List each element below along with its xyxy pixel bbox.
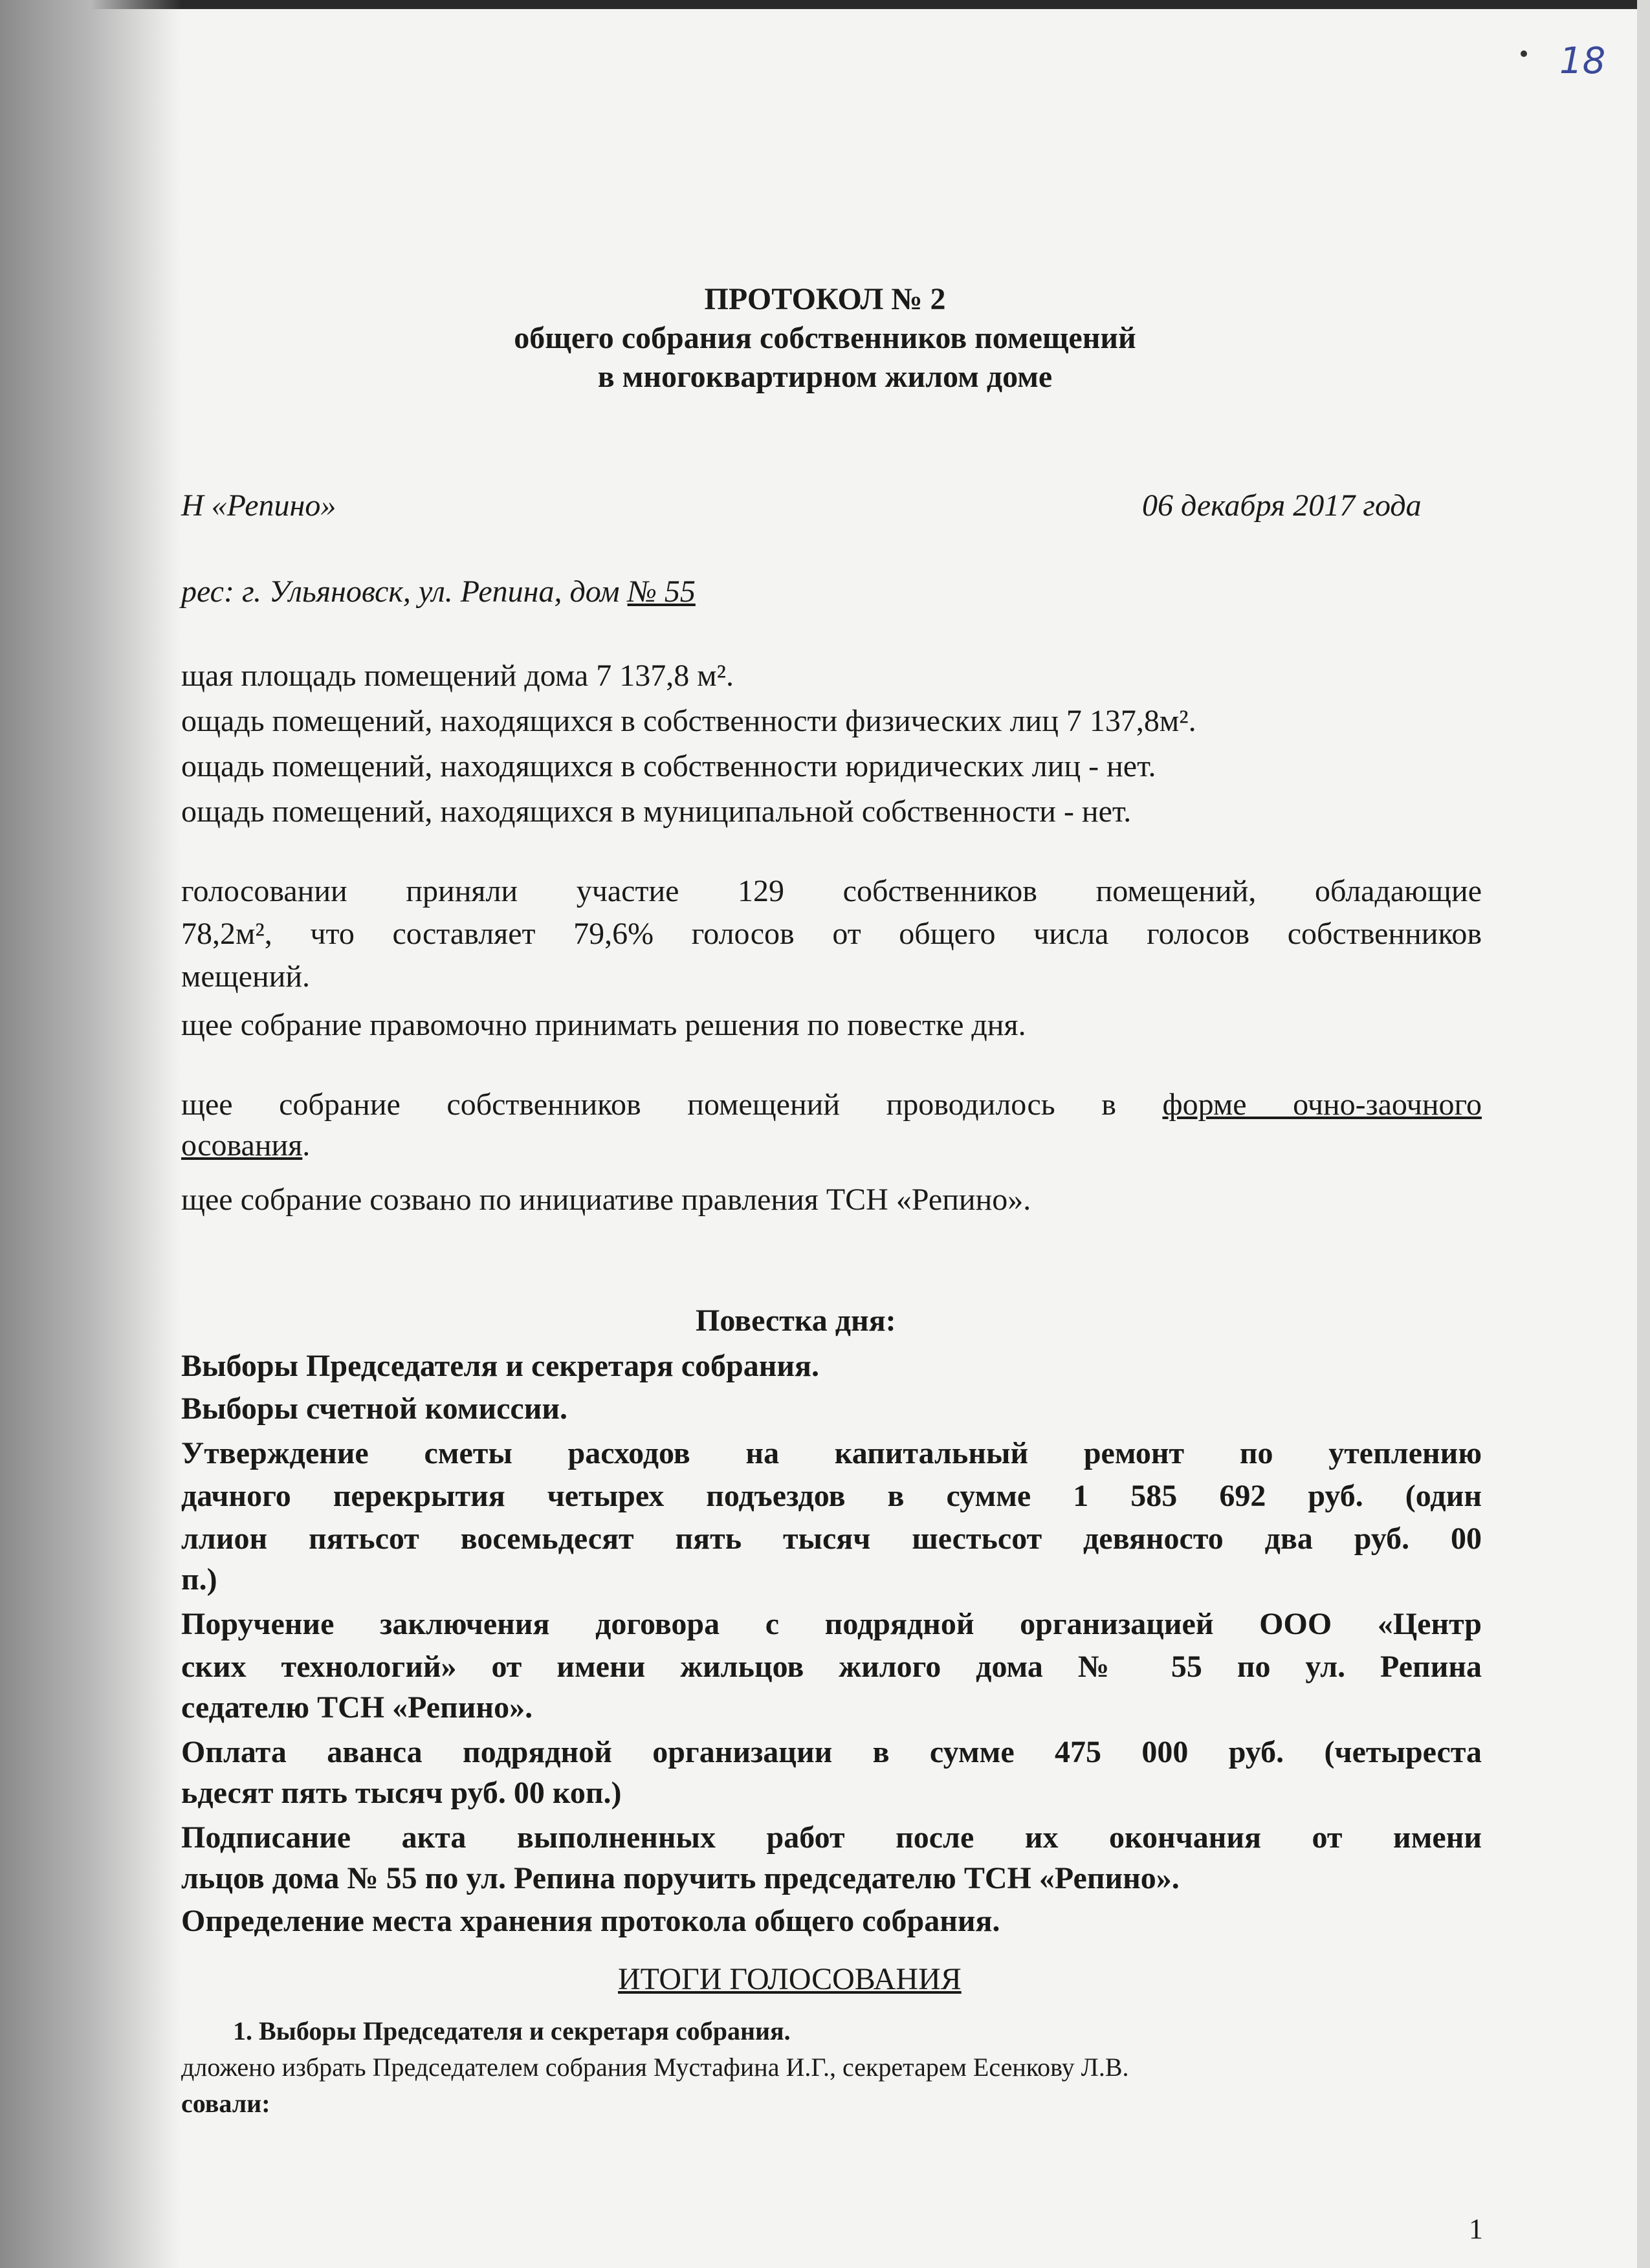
agenda-item: Поручение заключения договора с подрядной организацией ООО «Центр [181, 1607, 1482, 1641]
results-voted: совали: [181, 2089, 270, 2118]
scan-top-edge [0, 0, 1650, 9]
agenda-item: Выборы Председателя и секретаря собрания. [181, 1349, 820, 1383]
area-legal-entities: ощадь помещений, находящихся в собственности юридических лиц - нет. [181, 749, 1156, 783]
agenda-item: Подписание акта выполненных работ после их окончания от имени [181, 1820, 1482, 1855]
agenda-item: ьдесят пять тысяч руб. 00 коп.) [181, 1776, 622, 1810]
agenda-item: п.) [181, 1562, 217, 1597]
area-total: щая площадь помещений дома 7 137,8 м². [181, 659, 734, 693]
area-individuals: ощадь помещений, находящихся в собственности физических лиц 7 137,8м². [181, 704, 1196, 738]
voting-line-2: 78,2м², что составляет 79,6% голосов от общего числа голосов собственников [181, 917, 1482, 951]
page-number: 1 [1469, 2213, 1483, 2245]
organization-name: Н «Репино» [181, 488, 336, 523]
protocol-date: 06 декабря 2017 года [1142, 488, 1422, 523]
initiative-statement: щее собрание созвано по инициативе правления ТСН «Репино». [181, 1183, 1031, 1217]
meeting-form-line-1: щее собрание собственников помещений проводилось в форме очно-заочного [181, 1087, 1482, 1122]
agenda-item: льцов дома № 55 по ул. Репина поручить председателю ТСН «Репино». [181, 1861, 1180, 1895]
agenda-item: седателю ТСН «Репино». [181, 1690, 533, 1725]
protocol-title: ПРОТОКОЛ № 2 [704, 282, 946, 316]
quorum-statement: щее собрание правомочно принимать решения по повестке дня. [181, 1008, 1026, 1042]
agenda-item: Выборы счетной комиссии. [181, 1391, 568, 1426]
house-address: рес: г. Ульяновск, ул. Репина, дом № 55 [181, 574, 696, 609]
protocol-subtitle-1: общего собрания собственников помещений [514, 321, 1136, 355]
agenda-item: ских технологий» от имени жильцов жилого дома № 55 по ул. Репина [181, 1650, 1482, 1684]
agenda-item: Утверждение сметы расходов на капитальный ремонт по утеплению [181, 1436, 1482, 1470]
voting-line-3: мещений. [181, 959, 311, 994]
ink-dot [1521, 50, 1527, 57]
results-item-title: 1. Выборы Председателя и секретаря собрания. [233, 2016, 791, 2045]
results-proposal: дложено избрать Председателем собрания Мустафина И.Г., секретарем Есенкову Л.В. [181, 2053, 1129, 2082]
results-title: ИТОГИ ГОЛОСОВАНИЯ [618, 1962, 962, 1996]
meeting-form-line-2: осования. [181, 1128, 311, 1162]
agenda-item: Определение места хранения протокола общего собрания. [181, 1904, 1000, 1938]
protocol-subtitle-2: в многоквартирном жилом доме [597, 360, 1053, 394]
agenda-item: ллион пятьсот восемьдесят пять тысяч шестьсот девяносто два руб. 00 [181, 1521, 1482, 1556]
handwritten-page-number: 18 [1559, 40, 1606, 82]
agenda-item: дачного перекрытия четырех подъездов в сумме 1 585 692 руб. (один [181, 1479, 1482, 1513]
agenda-title: Повестка дня: [696, 1303, 896, 1338]
agenda-item: Оплата аванса подрядной организации в сумме 475 000 руб. (четыреста [181, 1735, 1482, 1769]
area-municipal: ощадь помещений, находящихся в муниципальной собственности - нет. [181, 794, 1132, 829]
voting-line-1: голосовании приняли участие 129 собственников помещений, обладающие [181, 874, 1482, 908]
